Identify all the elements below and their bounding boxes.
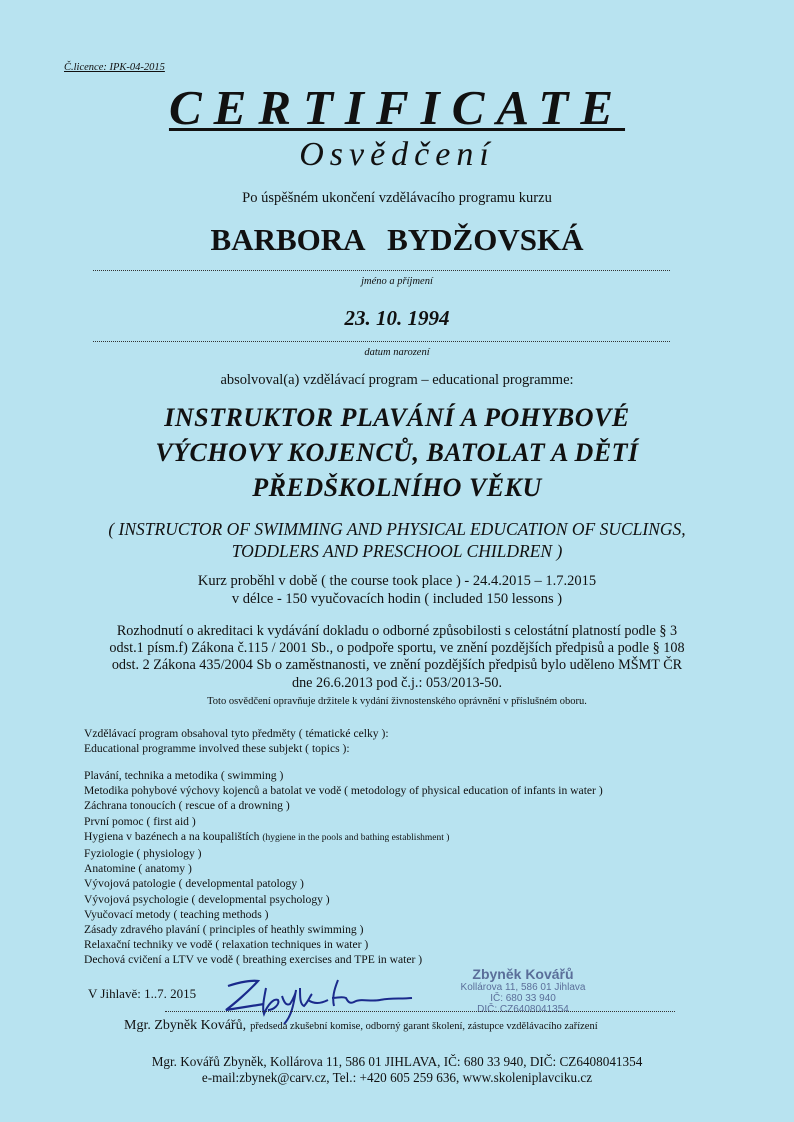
accreditation-text bbox=[0, 623, 794, 692]
subject-item: Metodika pohybové výchovy kojenců a batolat ve vodě ( metodology of physical education of infants in water ) bbox=[84, 784, 603, 798]
program-title-english bbox=[0, 518, 794, 562]
course-info bbox=[0, 572, 794, 608]
program-line: VÝCHOVY KOJENCŮ, BATOLAT A DĚTÍ bbox=[155, 438, 639, 467]
subjects-intro-line: Vzdělávací program obsahoval tyto předměty ( tématické celky ): bbox=[84, 727, 389, 740]
program-en-line: ( INSTRUCTOR OF SWIMMING AND PHYSICAL EDUCATION OF SUCLINGS, bbox=[108, 519, 686, 539]
subject-item: Vývojová patologie ( developmental patology ) bbox=[84, 877, 304, 891]
subject-item: První pomoc ( first aid ) bbox=[84, 814, 196, 828]
completed-text: absolvoval(a) vzdělávací program – educational programme: bbox=[220, 372, 574, 388]
subject-item: Fyziologie ( physiology ) bbox=[84, 847, 202, 861]
birth-dotted-line bbox=[93, 341, 670, 342]
accreditation-line: odst. 2 Zákona 435/2004 Sb o zaměstnanosti, ve znění pozdějších předpisů bylo uděleno MŠMT ČR bbox=[111, 657, 683, 674]
program-line: INSTRUKTOR PLAVÁNÍ A POHYBOVÉ bbox=[164, 403, 630, 432]
signature-dotted-line bbox=[165, 1011, 675, 1012]
subject-hygiene-cz: Hygiena v bazénech a na koupalištích bbox=[84, 829, 260, 843]
name-dotted-line bbox=[93, 270, 670, 271]
stamp-address: Kollárova 11, 586 01 Jihlava bbox=[460, 982, 586, 993]
signatory-name: Mgr. Zbyněk Kovářů, bbox=[124, 1018, 247, 1033]
accreditation-line: dne 26.6.2013 pod č.j.: 053/2013-50. bbox=[291, 674, 503, 691]
accreditation-line: Rozhodnutí o akreditaci k vydávání dokladu o odborné způsobilosti s celostátní platností podle § 3 bbox=[116, 623, 678, 639]
subjects-intro-line: Educational programme involved these subjekt ( topics ): bbox=[84, 742, 350, 756]
official-stamp bbox=[428, 966, 618, 1015]
subject-hygiene-en: (hygiene in the pools and bathing establishment ) bbox=[262, 832, 450, 843]
subject-item: Záchrana tonoucích ( rescue of a drowning ) bbox=[84, 799, 290, 813]
stamp-ic: IČ: 680 33 940 bbox=[490, 993, 556, 1004]
subject-item: Zásady zdravého plavání ( principles of heathly swimming ) bbox=[84, 923, 364, 937]
subjects-list bbox=[84, 768, 603, 968]
subjects-intro bbox=[84, 726, 389, 756]
footer-address: Mgr. Kovářů Zbyněk, Kollárova 11, 586 01 JIHLAVA, IČ: 680 33 940, DIČ: CZ6408041354 bbox=[151, 1054, 643, 1069]
subject-item: Dechová cvičení a LTV ve vodě ( breathing exercises and TPE in water ) bbox=[84, 953, 423, 967]
license-note: Toto osvědčení opravňuje držitele k vydání živnostenského oprávnění v příslušném oboru. bbox=[207, 696, 587, 707]
course-dates: Kurz proběhl v době ( the course took place ) - 24.4.2015 – 1.7.2015 bbox=[197, 573, 597, 589]
program-en-line: TODDLERS AND PRESCHOOL CHILDREN ) bbox=[231, 541, 563, 561]
course-length: v délce - 150 vyučovacích hodin ( included 150 lessons ) bbox=[231, 591, 563, 607]
birth-caption: datum narození bbox=[364, 347, 430, 358]
subject-item: Relaxační techniky ve vodě ( relaxation techniques in water ) bbox=[84, 938, 369, 952]
subject-item: Plavání, technika a metodika ( swimming ) bbox=[84, 769, 284, 782]
program-line: PŘEDŠKOLNÍHO VĚKU bbox=[252, 473, 542, 502]
subject-item: Anatomine ( anatomy ) bbox=[84, 862, 192, 876]
certificate-subtitle: Osvědčení bbox=[299, 136, 495, 173]
place-date: V Jihlavě: 1..7. 2015 bbox=[88, 986, 197, 1001]
intro-text: Po úspěšném ukončení vzdělávacího programu kurzu bbox=[242, 190, 552, 206]
footer-contact: e-mail:zbynek@carv.cz, Tel.: +420 605 259 636, www.skoleniplavciku.cz bbox=[201, 1070, 593, 1085]
program-title bbox=[0, 400, 794, 505]
holder-name: BARBORA BYDŽOVSKÁ bbox=[210, 222, 584, 257]
accreditation-line: odst.1 písm.f) Zákona č.115 / 2001 Sb., o podpoře sportu, ve znění pozdějších předpisů a podle § 108 bbox=[109, 640, 685, 657]
name-caption: jméno a příjmení bbox=[361, 276, 433, 287]
subject-item bbox=[84, 829, 603, 846]
footer-contacts bbox=[0, 1054, 794, 1086]
certificate-title: CERTIFICATE bbox=[168, 80, 626, 135]
signatory-role: předseda zkušební komise, odborný garant školení, zástupce vzdělávacího zařízení bbox=[250, 1021, 598, 1032]
stamp-name: Zbyněk Kovářů bbox=[472, 966, 574, 982]
subject-item: Vyučovací metody ( teaching methods ) bbox=[84, 907, 269, 921]
signatory bbox=[124, 1016, 598, 1034]
subject-item: Vývojová psychologie ( developmental psychology ) bbox=[84, 892, 330, 906]
license-number: Č.licence: IPK-04-2015 bbox=[64, 62, 165, 73]
birth-date: 23. 10. 1994 bbox=[344, 306, 450, 330]
stamp-dic: DIČ: CZ6408041354 bbox=[477, 1004, 569, 1015]
